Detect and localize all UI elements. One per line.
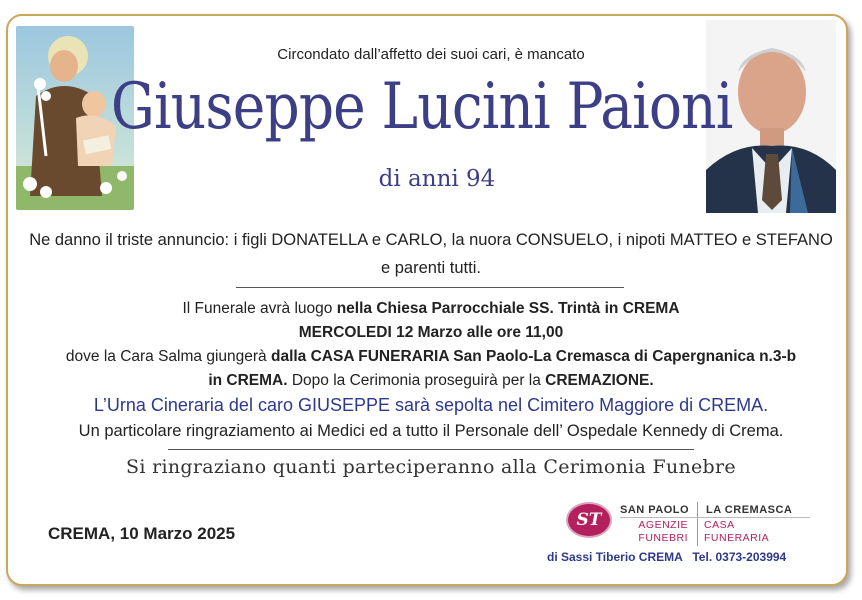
funeral-details <box>0 297 862 393</box>
logo-rule <box>620 517 810 518</box>
deceased-age: di anni 94 <box>378 166 496 192</box>
agency-contact: di Sassi Tiberio CREMA Tel. 0373-203994 <box>547 550 787 564</box>
agency-san-paolo: SAN PAOLO <box>620 504 690 516</box>
intro-text: Circondato dall’affetto dei suoi cari, è mancato <box>277 46 585 63</box>
place-date: CREMA, 10 Marzo 2025 <box>48 524 236 543</box>
agency-logo <box>566 502 816 550</box>
agency-logo-mark: ST <box>566 502 612 538</box>
gratitude-text: Si ringraziano quanti parteciperanno alla Cerimonia Funebre <box>126 456 736 478</box>
funeral-line: Il Funerale avrà luogo nella Chiesa Parrocchiale SS. Trintà in CREMA <box>182 300 680 317</box>
agency-la-cremasca: LA CREMASCA <box>706 504 793 516</box>
announcement <box>0 226 862 282</box>
divider <box>236 287 624 288</box>
announcement-line: Ne danno il triste annuncio: i figli DONATELLA e CARLO, la nuora CONSUELO, i nipoti MATTEO e STEFANO <box>29 231 833 249</box>
agency-casa-funeraria: CASA FUNERARIA <box>704 519 770 544</box>
logo-separator <box>697 502 698 546</box>
funeral-line: dove la Cara Salma giungerà dalla CASA FUNERARIA San Paolo-La Cremasca di Capergnanica n.3-b <box>65 348 797 365</box>
announcement-line: e parenti tutti. <box>381 259 481 277</box>
urn-notice: L’Urna Cineraria del caro GIUSEPPE sarà sepolta nel Cimitero Maggiore di CREMA. <box>93 395 769 415</box>
funeral-line: in CREMA. Dopo la Cerimonia proseguirà per la CREMAZIONE. <box>208 372 654 389</box>
funeral-line: MERCOLEDI 12 Marzo alle ore 11,00 <box>298 324 564 341</box>
thanks-doctors: Un particolare ringraziamento ai Medici ed a tutto il Personale dell’ Ospedale Kennedy di Crema. <box>78 422 784 440</box>
agency-agenzie-funebri: AGENZIE FUNEBRI <box>638 519 688 544</box>
deceased-name: Giuseppe Lucini Paioni <box>110 70 733 144</box>
divider <box>168 449 694 450</box>
